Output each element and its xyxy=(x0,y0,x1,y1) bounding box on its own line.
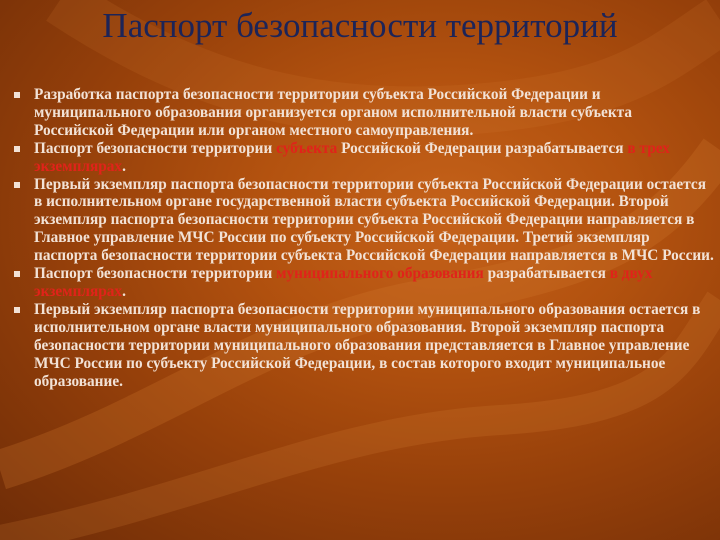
bullet-square-icon xyxy=(14,307,20,313)
bullet-text: Разработка паспорта безопасности территории субъекта Российской Федерации и муниципального образования организуется органом исполнительной власти субъекта Российской Федерации или органом местного самоуправления. xyxy=(34,86,632,139)
highlight-text: субъекта xyxy=(276,139,338,157)
bullet-text: Первый экземпляр паспорта безопасности территории субъекта Российской Федерации остается в исполнительном органе государственной власти субъекта Российской Федерации. Второй экземпляр паспорта безопасности территории субъекта Российской Федерации направляется в Главное управление МЧС России по субъекту Российской Федерации. Третий экземпляр паспорта безопасности территории субъекта Российской Федерации направляется в МЧС России. xyxy=(34,175,714,265)
bullet-item xyxy=(14,301,714,391)
bullet-text: . xyxy=(122,157,126,175)
bullet-text: . xyxy=(122,282,126,300)
bullet-list xyxy=(14,86,714,390)
bullet-text: Российской Федерации разрабатывается xyxy=(337,139,628,157)
bullet-item xyxy=(14,140,714,176)
bullet-square-icon xyxy=(14,271,20,277)
bullet-text: Паспорт безопасности территории xyxy=(34,139,277,157)
bullet-square-icon xyxy=(14,182,20,188)
highlight-text: в трех экземплярах xyxy=(34,139,670,175)
bullet-square-icon xyxy=(14,92,20,98)
slide-title: Паспорт безопасности территорий xyxy=(102,6,618,45)
bullet-square-icon xyxy=(14,146,20,152)
bullet-text: Паспорт безопасности территории xyxy=(34,265,277,283)
bullet-item xyxy=(14,265,714,301)
highlight-text: в двух экземплярах xyxy=(34,265,653,300)
highlight-text: муниципального образования xyxy=(276,265,484,283)
bullet-item xyxy=(14,86,714,140)
bullet-item xyxy=(14,176,714,266)
bullet-text: Первый экземпляр паспорта безопасности территории муниципального образования остается в исполнительном органе власти муниципального образования. Второй экземпляр паспорта безопасности территории муниципального образования представляется в Главное управление МЧС России по субъекту Российской Федерации, в состав которого входит муниципальное образование. xyxy=(34,300,701,390)
bullet-text: разрабатывается xyxy=(483,265,610,283)
